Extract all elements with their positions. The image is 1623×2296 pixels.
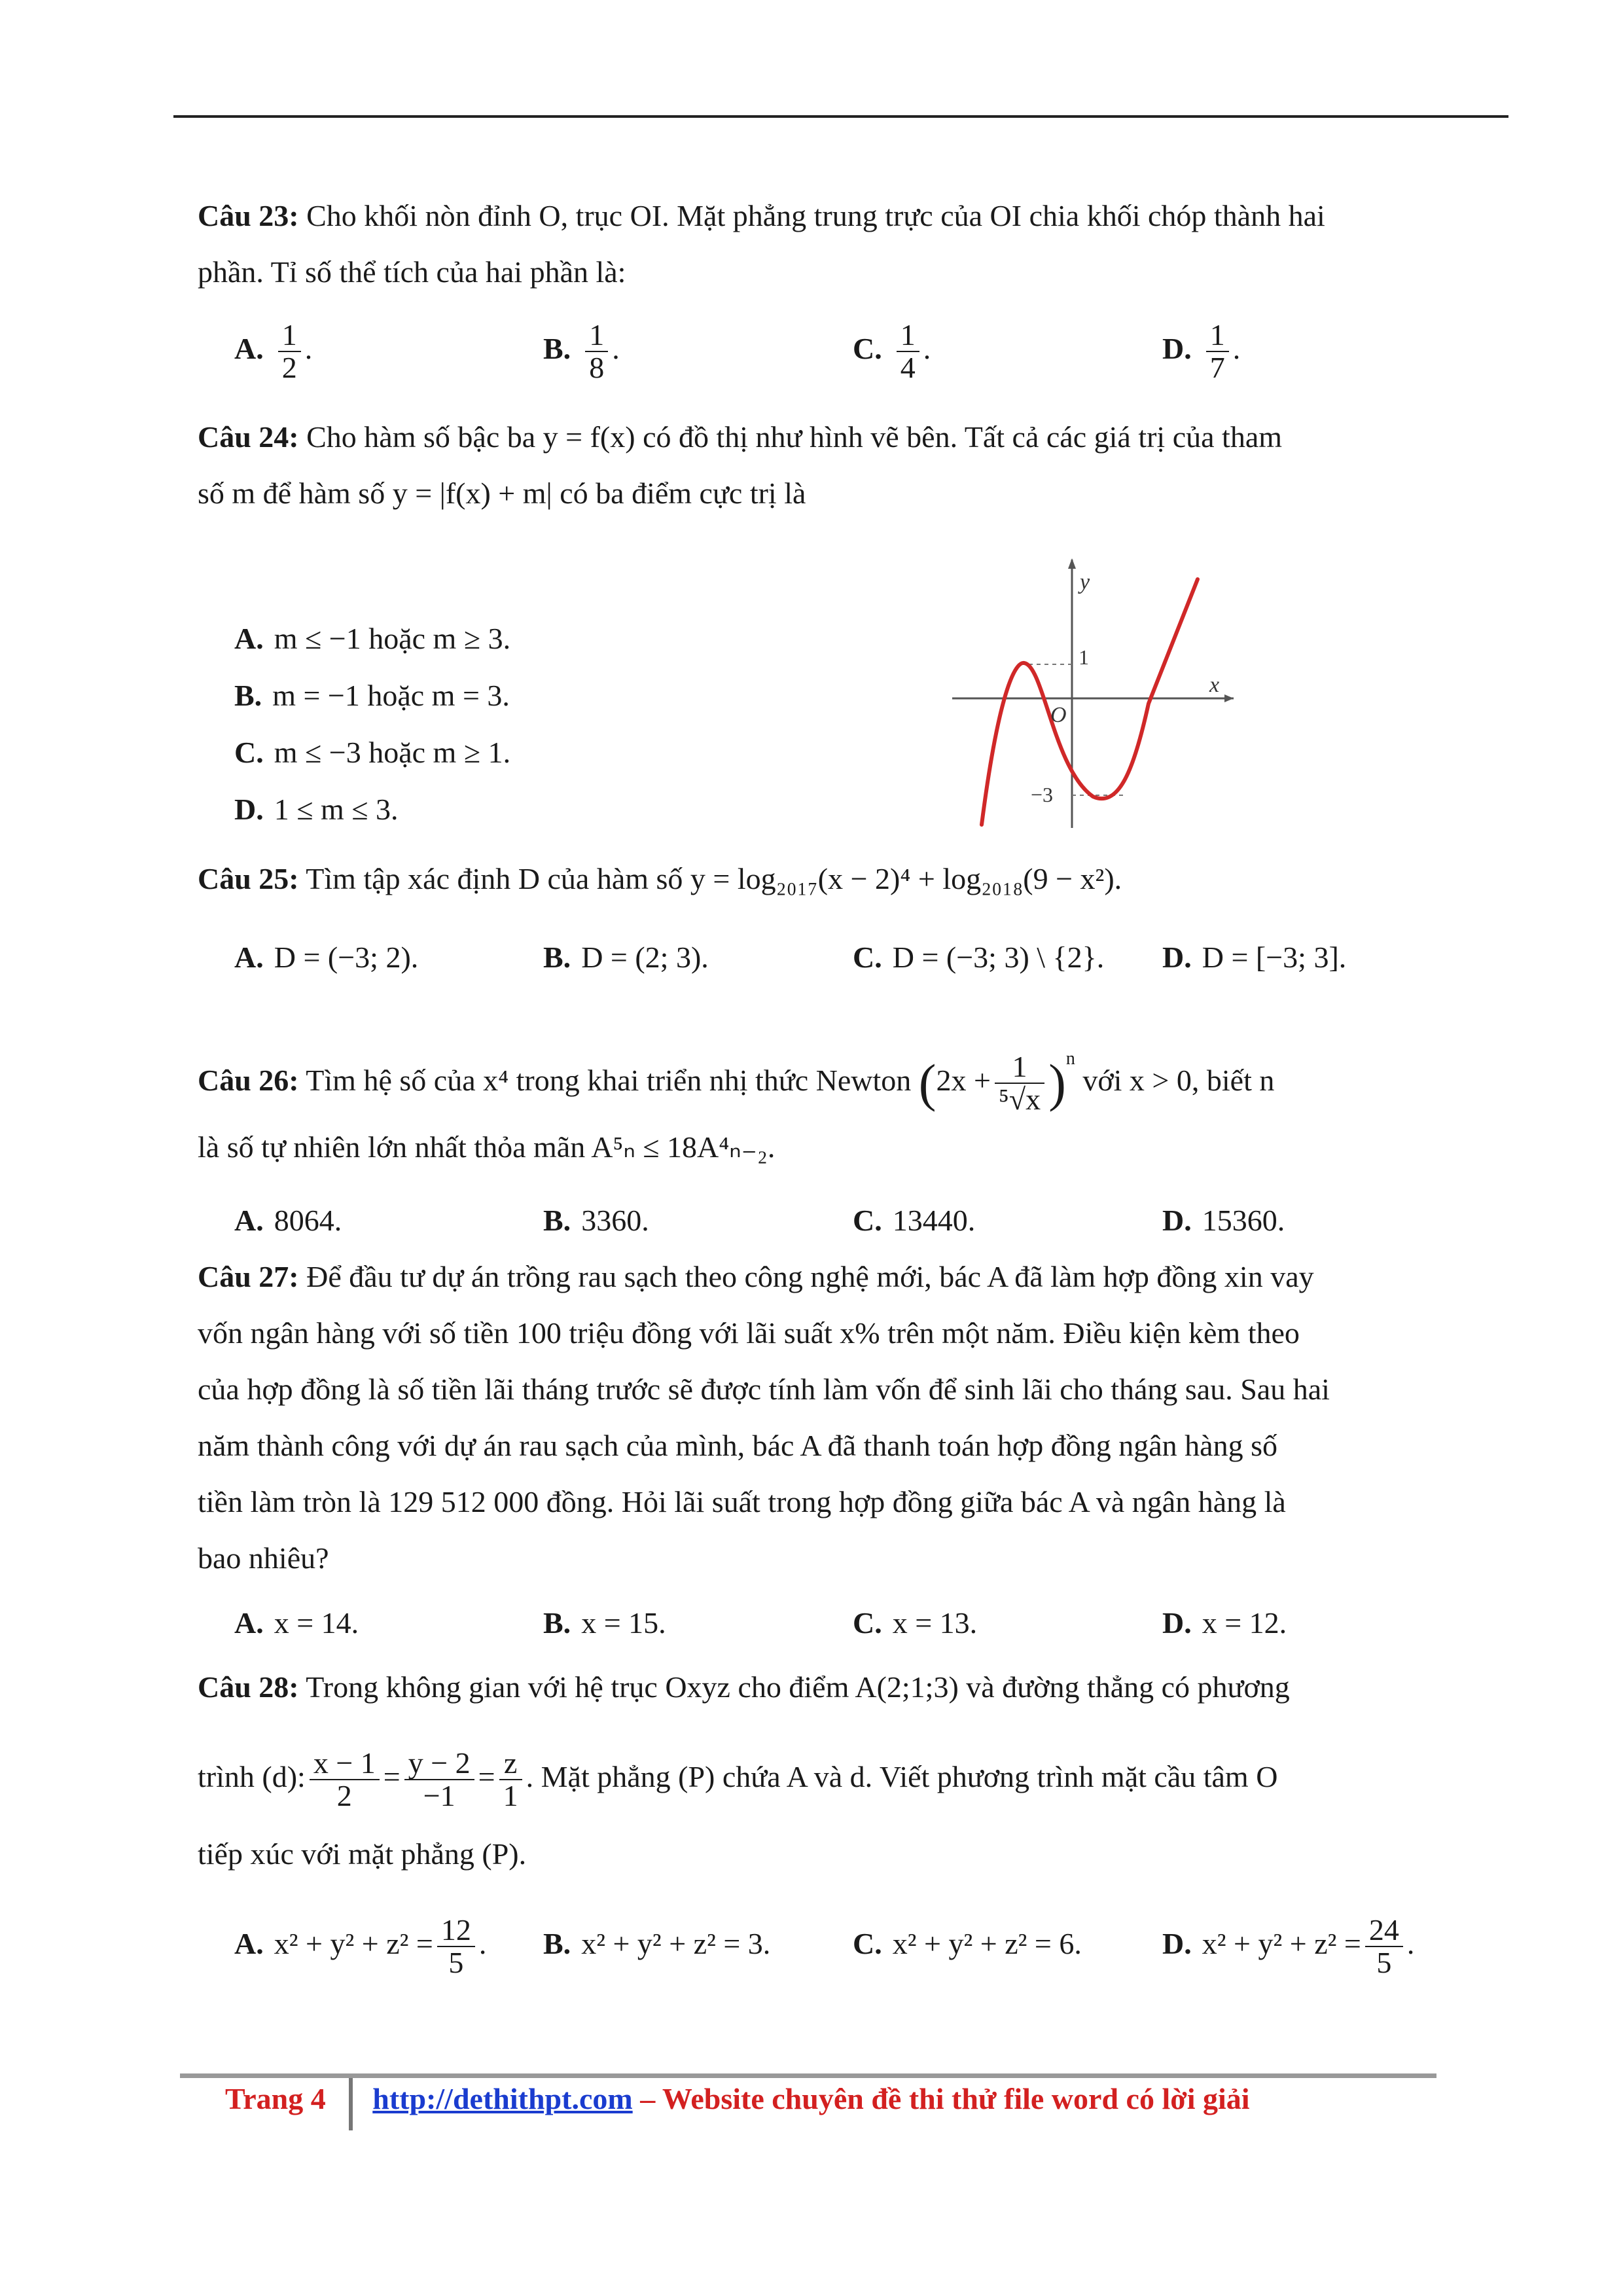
question-28-text-c: trình xyxy=(198,1760,255,1793)
option-d[interactable] xyxy=(1162,1191,1285,1250)
option-label: B. xyxy=(543,1606,571,1640)
question-28-point: A(2;1;3) xyxy=(855,1670,959,1704)
option-label: C. xyxy=(234,736,264,769)
fraction xyxy=(1365,1914,1403,1979)
option-b[interactable] xyxy=(234,668,510,724)
option-lhs: x² + y² + z² = xyxy=(274,1927,433,1960)
fraction-den: −1 xyxy=(423,1779,455,1813)
question-26-line2 xyxy=(198,1119,1435,1175)
paren-close: ) xyxy=(1048,1054,1066,1113)
question-28-label: Câu 28: xyxy=(198,1670,299,1704)
question-28-text-e: tiếp xúc với mặt phẳng (P). xyxy=(198,1837,527,1871)
line-name: (d): xyxy=(262,1760,306,1793)
option-c[interactable]: C. $\frac{1}{4}$ . xyxy=(853,318,931,385)
option-text: D = (−3; 3) \ {2}. xyxy=(892,941,1105,974)
fraction-num: 12 xyxy=(437,1914,475,1947)
question-24-func2: y = |f(x) + m| xyxy=(392,476,552,510)
option-label: A. xyxy=(234,622,264,655)
option-d[interactable]: D. $\frac{1}{7}$ . xyxy=(1162,318,1241,385)
question-28 xyxy=(198,1659,1435,1715)
question-25-text: Tìm tập xác định D của hàm số xyxy=(306,862,683,895)
option-d[interactable]: D. x² + y² + z² = $\frac{24}{5}$ . xyxy=(1162,1913,1415,1980)
option-a[interactable] xyxy=(234,1594,359,1653)
option-b[interactable] xyxy=(543,1594,666,1653)
option-label: A. xyxy=(234,1927,264,1960)
option-label: D. xyxy=(1162,1927,1192,1960)
question-27 xyxy=(198,1249,1435,1587)
option-text: 8064. xyxy=(274,1204,342,1237)
fraction-den: 5 xyxy=(1376,1946,1392,1980)
question-25-options xyxy=(234,928,1478,987)
question-27-line5: tiền làm tròn là 129 512 000 đồng. Hỏi lãi suất trong hợp đồng giữa bác A và ngân hàng là xyxy=(198,1485,1286,1518)
option-a[interactable] xyxy=(234,1191,342,1250)
option-lhs: x² + y² + z² = xyxy=(1202,1927,1361,1960)
option-text: D = (2; 3). xyxy=(581,941,709,974)
option-d[interactable] xyxy=(1162,1594,1287,1653)
question-23-text-line2: phần. Tỉ số thể tích của hai phần là: xyxy=(198,255,626,289)
question-23-label: Câu 23: xyxy=(198,199,299,232)
option-text: 13440. xyxy=(892,1204,976,1237)
fraction xyxy=(995,1051,1044,1116)
option-text: x = 13. xyxy=(892,1606,978,1640)
fraction-num: 1 xyxy=(1206,319,1229,352)
option-a[interactable] xyxy=(234,928,418,987)
option-b[interactable] xyxy=(543,1905,770,1983)
option-a[interactable]: A. x² + y² + z² = $\frac{12}{5}$ . xyxy=(234,1913,487,1980)
fraction-den: 2 xyxy=(281,351,297,385)
question-26-text-d: là số tự nhiên lớn nhất thỏa mãn xyxy=(198,1130,586,1164)
question-24-text-d: có ba điểm cực trị là xyxy=(560,476,806,510)
option-label: B. xyxy=(543,1927,571,1960)
option-b[interactable] xyxy=(543,928,709,987)
question-27-options xyxy=(234,1594,1478,1653)
fraction-num: x − 1 xyxy=(310,1748,380,1780)
question-24-text-b: có đồ thị như hình vẽ bên. Tất cả các giá trị của tham xyxy=(643,420,1283,454)
site-link[interactable]: http://dethithpt.com xyxy=(372,2082,633,2115)
option-c[interactable] xyxy=(234,725,510,781)
question-27-line3: của hợp đồng là số tiền lãi tháng trước sẽ được tính làm vốn để sinh lãi cho tháng sau. Sau hai xyxy=(198,1372,1330,1406)
option-text: x = 14. xyxy=(274,1606,359,1640)
paren-open: ( xyxy=(918,1054,936,1113)
option-text: x² + y² + z² = 3. xyxy=(581,1927,771,1960)
fraction xyxy=(404,1748,474,1812)
origin-label: O xyxy=(1050,703,1067,727)
question-26-ineq: A⁵ₙ ≤ 18A⁴ₙ₋₂. xyxy=(591,1130,776,1164)
fraction xyxy=(310,1748,380,1812)
option-label: B. xyxy=(543,1204,571,1237)
min-label: −3 xyxy=(1031,783,1054,806)
option-label: C. xyxy=(853,1204,882,1237)
fraction-den: 4 xyxy=(900,351,916,385)
question-28-line2: trình (d): $\frac{x - 1}{2}$ = $\frac{y - 2}{-1}$ = $\frac{z}{1}$ . Mặt phẳng (P) chứa A và d. Viết phương trình mặt cầu tâm O xyxy=(198,1746,1278,1813)
question-26-label: Câu 26: xyxy=(198,1064,299,1097)
option-c[interactable] xyxy=(853,1594,977,1653)
option-text: 3360. xyxy=(581,1204,649,1237)
footer xyxy=(225,2081,1250,2116)
option-label: B. xyxy=(234,679,262,712)
question-24-text-a: Cho hàm số bậc ba xyxy=(306,420,536,454)
option-d[interactable] xyxy=(234,781,399,838)
question-26-text-b: trong khai triển nhị thức Newton xyxy=(516,1064,912,1097)
question-26-options xyxy=(234,1191,1478,1250)
option-b[interactable]: B. $\frac{1}{8}$ . xyxy=(543,318,620,385)
question-28-line3 xyxy=(198,1826,1435,1882)
fraction-den: 8 xyxy=(589,351,605,385)
question-23-options xyxy=(234,318,1478,385)
fraction xyxy=(499,1748,522,1812)
max-label: 1 xyxy=(1079,645,1089,669)
option-text: x = 12. xyxy=(1202,1606,1287,1640)
question-26-term: x⁴ xyxy=(483,1064,509,1097)
question-24 xyxy=(198,409,1435,522)
option-text: D = (−3; 2). xyxy=(274,941,419,974)
fraction xyxy=(437,1914,475,1979)
question-26-text-c: với x > 0, biết n xyxy=(1082,1064,1275,1097)
fraction-num: y − 2 xyxy=(404,1748,474,1780)
fraction-den: 1 xyxy=(503,1779,518,1813)
option-label: B. xyxy=(543,941,571,974)
question-28-text-b: và đường thẳng có phương xyxy=(966,1670,1290,1704)
option-a[interactable]: A. $\frac{1}{2}$ . xyxy=(234,318,313,385)
option-label: D. xyxy=(234,793,264,826)
fraction-den: 2 xyxy=(336,1779,352,1813)
question-25 xyxy=(198,851,1435,907)
fraction-num: 1 xyxy=(278,319,301,352)
fraction-num: 1 xyxy=(585,319,608,352)
x-axis-arrow xyxy=(1224,694,1234,702)
option-text: 1 ≤ m ≤ 3. xyxy=(274,793,399,826)
question-24-label: Câu 24: xyxy=(198,420,299,454)
expr-a: 2x + xyxy=(936,1064,991,1097)
option-b[interactable] xyxy=(543,1191,649,1250)
curve xyxy=(982,579,1198,825)
question-23-text-line1: Cho khối nòn đỉnh O, trục OI. Mặt phẳng trung trực của OI chia khối chóp thành hai xyxy=(306,199,1325,232)
option-label: D. xyxy=(1162,1204,1192,1237)
y-axis-arrow xyxy=(1068,558,1076,569)
option-text: 15360. xyxy=(1202,1204,1285,1237)
question-26 xyxy=(198,1013,1435,1129)
question-28-options xyxy=(234,1905,1478,1983)
fraction-num: 24 xyxy=(1365,1914,1403,1947)
option-text: m ≤ −1 hoặc m ≥ 3. xyxy=(274,622,511,655)
question-24-func: y = f(x) xyxy=(543,420,635,454)
fraction-num: 1 xyxy=(995,1051,1044,1084)
option-label: D. xyxy=(1162,941,1192,974)
option-label: B. xyxy=(543,332,571,365)
fraction xyxy=(897,319,919,384)
option-text: x² + y² + z² = 6. xyxy=(892,1927,1082,1960)
option-label: C. xyxy=(853,941,882,974)
option-label: A. xyxy=(234,941,264,974)
question-24-text-c: số m để hàm số xyxy=(198,476,385,510)
fraction xyxy=(278,319,301,384)
option-label: A. xyxy=(234,1606,264,1640)
option-label: A. xyxy=(234,332,264,365)
x-label: x xyxy=(1209,673,1220,697)
option-label: D. xyxy=(1162,332,1192,365)
question-28-text-a: Trong không gian với hệ trục Oxyz cho điểm xyxy=(306,1670,849,1704)
y-label: y xyxy=(1080,570,1090,594)
question-26-text-a: Tìm hệ số của xyxy=(306,1064,476,1097)
option-c[interactable] xyxy=(853,928,1104,987)
question-27-line6: bao nhiêu? xyxy=(198,1541,329,1575)
question-27-label: Câu 27: xyxy=(198,1260,299,1293)
option-text: x = 15. xyxy=(581,1606,666,1640)
expr-exp: n xyxy=(1065,1049,1075,1069)
question-25-func: y = log₂₀₁₇(x − 2)⁴ + log₂₀₁₈(9 − x²). xyxy=(690,862,1122,895)
fraction-den: ⁵√x xyxy=(998,1083,1041,1117)
page-number: Trang 4 xyxy=(225,2082,326,2115)
question-27-line1: Để đầu tư dự án trồng rau sạch theo công nghệ mới, bác A đã làm hợp đồng xin vay xyxy=(306,1260,1314,1293)
question-25-label: Câu 25: xyxy=(198,862,299,895)
question-27-line4: năm thành công với dự án rau sạch của mình, bác A đã thanh toán hợp đồng ngân hàng số xyxy=(198,1429,1277,1462)
question-28-text-d: . Mặt phẳng (P) chứa A và d. Viết phương trình mặt cầu tâm O xyxy=(526,1760,1278,1793)
fraction-den: 5 xyxy=(448,1946,464,1980)
option-d[interactable] xyxy=(1162,928,1346,987)
option-label: A. xyxy=(234,1204,264,1237)
fraction-num: 1 xyxy=(897,319,919,352)
fraction xyxy=(1206,319,1229,384)
header-rule xyxy=(173,115,1508,118)
cubic-graph xyxy=(952,553,1243,834)
option-label: C. xyxy=(853,1927,882,1960)
option-a[interactable] xyxy=(234,611,510,667)
option-c[interactable] xyxy=(853,1905,1082,1983)
fraction xyxy=(585,319,608,384)
option-text: D = [−3; 3]. xyxy=(1202,941,1347,974)
option-label: C. xyxy=(853,1606,882,1640)
option-label: C. xyxy=(853,332,882,365)
option-text: m ≤ −3 hoặc m ≥ 1. xyxy=(274,736,511,769)
footer-tagline: – Website chuyên đề thi thử file word có lời giải xyxy=(640,2082,1250,2115)
footer-rule xyxy=(180,2073,1436,2078)
question-27-line2: vốn ngân hàng với số tiền 100 triệu đồng với lãi suất x% trên một năm. Điều kiện kèm theo xyxy=(198,1316,1300,1350)
option-label: D. xyxy=(1162,1606,1192,1640)
fraction-num: z xyxy=(499,1748,522,1780)
question-23 xyxy=(198,188,1435,300)
option-c[interactable] xyxy=(853,1191,975,1250)
option-text: m = −1 hoặc m = 3. xyxy=(272,679,510,712)
fraction-den: 7 xyxy=(1209,351,1225,385)
